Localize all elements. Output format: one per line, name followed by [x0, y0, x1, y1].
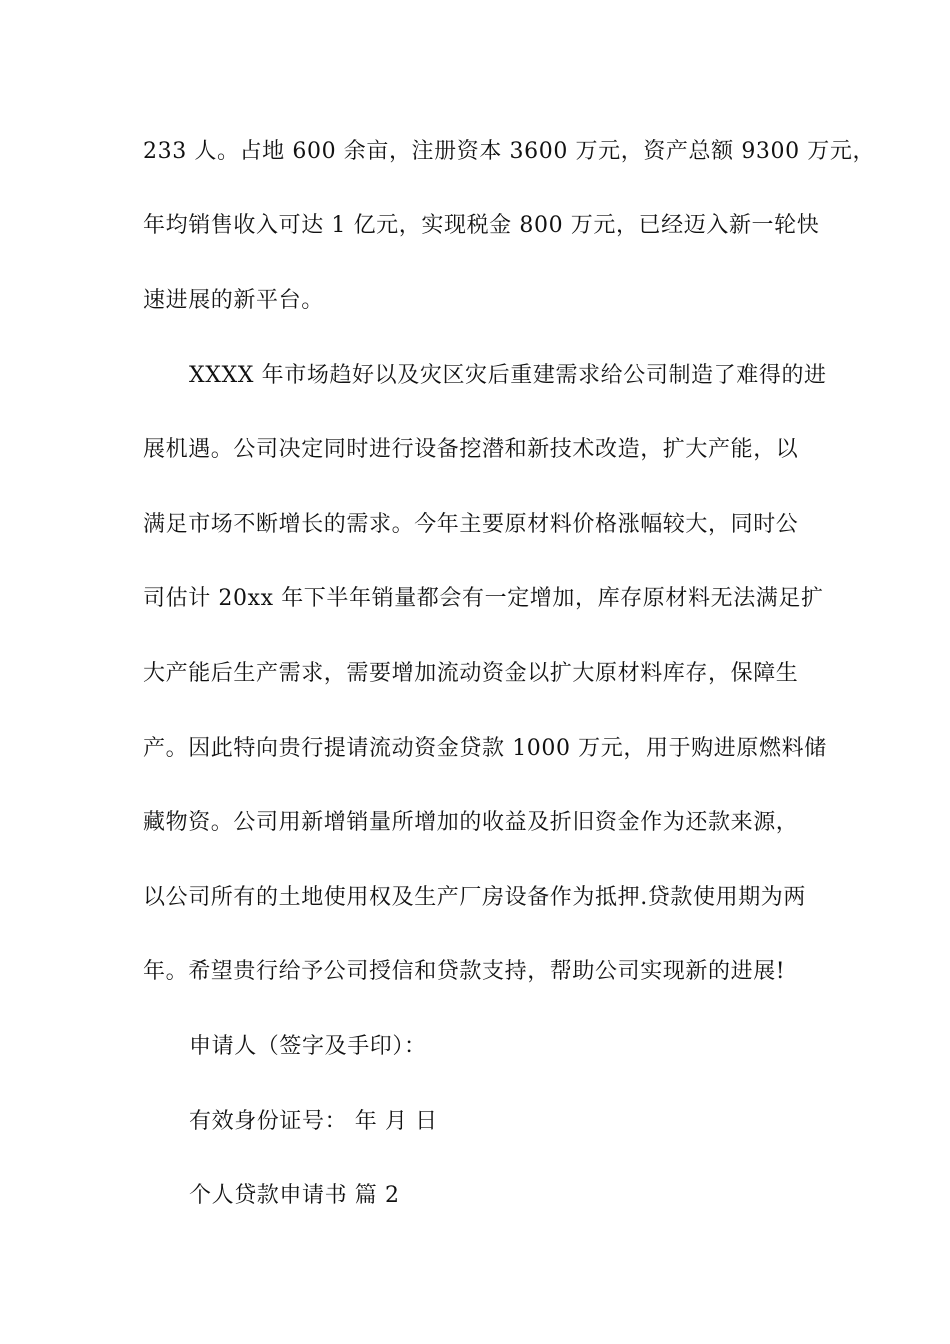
paragraph-line: 速进展的新平台。: [143, 288, 324, 313]
paragraph-line: 以公司所有的土地使用权及生产厂房设备作为抵押.贷款使用期为两: [143, 885, 806, 910]
id-number-date-line: 有效身份证号： 年 月 日: [189, 1109, 438, 1134]
paragraph-line: XXXX 年市场趋好以及灾区灾后重建需求给公司制造了难得的进: [189, 363, 827, 388]
paragraph-line: 产。因此特向贵行提请流动资金贷款 1000 万元，用于购进原燃料储: [143, 736, 827, 761]
paragraph-line: 大产能后生产需求，需要增加流动资金以扩大原材料库存，保障生: [143, 661, 799, 686]
section-heading: 个人贷款申请书 篇 2: [189, 1183, 400, 1208]
applicant-signature-line: 申请人（签字及手印）：: [189, 1034, 427, 1059]
paragraph-line: 藏物资。公司用新增销量所增加的收益及折旧资金作为还款来源，: [143, 810, 799, 835]
paragraph-line: 年。希望贵行给予公司授信和贷款支持，帮助公司实现新的进展!: [143, 959, 786, 984]
paragraph-line: 展机遇。公司决定同时进行设备挖潜和新技术改造，扩大产能，以: [143, 437, 799, 462]
paragraph-line: 年均销售收入可达 1 亿元，实现税金 800 万元，已经迈入新一轮快: [143, 213, 820, 238]
paragraph-line: 233 人。占地 600 余亩，注册资本 3600 万元，资产总额 9300 万元，: [143, 139, 876, 164]
paragraph-line: 满足市场不断增长的需求。今年主要原材料价格涨幅较大，同时公: [143, 512, 799, 537]
paragraph-line: 司估计 20xx 年下半年销量都会有一定增加，库存原材料无法满足扩: [143, 586, 824, 611]
